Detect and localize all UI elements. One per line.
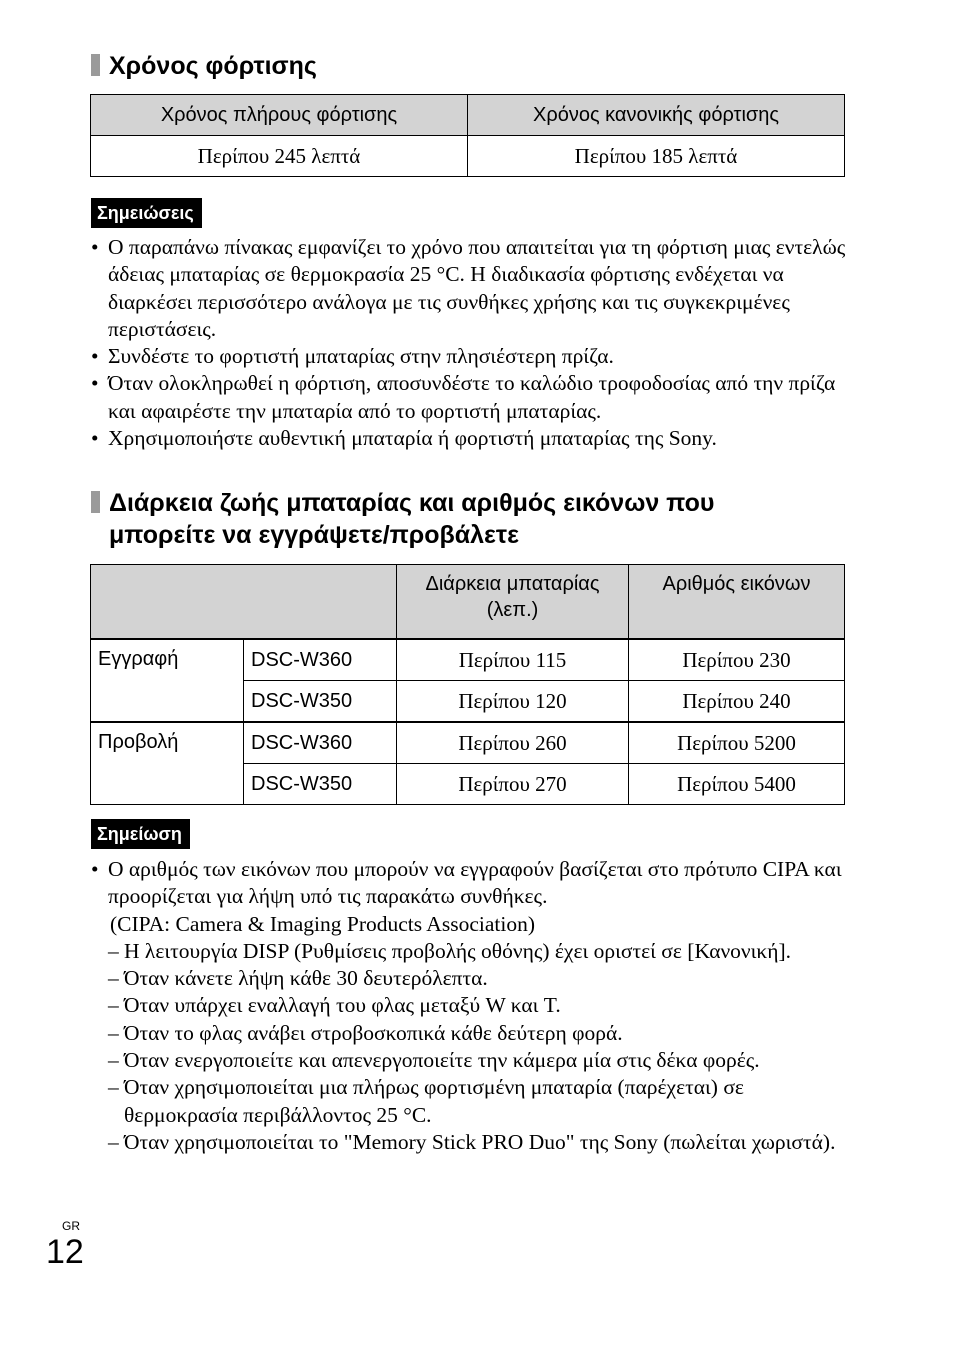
condition-item: – Η λειτουργία DISP (Ρυθμίσεις προβολής οθόνης) έχει οριστεί σε [Κανονική]. [91,938,851,965]
condition-item: – Όταν υπάρχει εναλλαγή του φλας μεταξύ W και T. [91,992,851,1019]
dash-icon: – [108,993,119,1018]
table-row [91,136,845,177]
page-number: 12 [46,1233,84,1271]
condition-item: – Όταν το φλας ανάβει στροβοσκοπικά κάθε δεύτερη φορά. [91,1020,851,1047]
duration-cell: Περίπου 260 [397,722,629,764]
table-header-row [91,95,845,136]
section-heading-charging-time: Χρόνος φόρτισης [91,50,317,82]
note-label: Σημείωση [91,819,190,849]
mode-recording: Εγγραφή [91,639,244,722]
table-header-normal-charge: Χρόνος κανονικής φόρτισης [468,95,845,136]
images-cell: Περίπου 230 [629,639,845,681]
cipa-notes [91,856,851,1156]
dash-icon: – [108,966,119,991]
table-row [91,722,845,764]
bullet-icon: • [91,344,99,369]
dash-icon: – [108,938,119,963]
bullet-icon: • [91,235,99,259]
table-header-full-charge: Χρόνος πλήρους φόρτισης [91,95,468,136]
condition-item: – Όταν ενεργοποιείτε και απενεργοποιείτε την κάμερα μία στις δέκα φορές. [91,1047,851,1074]
list-item: • Συνδέστε το φορτιστή μπαταρίας στην πλησιέστερη πρίζα. [91,343,851,370]
notes-list [91,234,851,452]
duration-cell: Περίπου 115 [397,639,629,681]
table-header-empty [91,565,397,640]
bullet-icon: • [91,371,99,396]
dash-icon: – [108,1075,119,1100]
images-cell: Περίπου 5400 [629,764,845,805]
battery-life-table [90,564,845,805]
dash-icon: – [108,1129,119,1154]
condition-item: – Όταν χρησιμοποιείται μια πλήρως φορτισμένη μπαταρία (παρέχεται) σε θερμοκρασία περιβάλλοντος 25 °C. [108,1075,744,1127]
condition-item: – Όταν κάνετε λήψη κάθε 30 δευτερόλεπτα. [91,965,851,992]
dash-icon: – [108,1020,119,1045]
heading-marker-icon [91,491,100,513]
table-header-image-count: Αριθμός εικόνων [629,565,845,640]
condition-item: – Όταν χρησιμοποιείται το "Memory Stick PRO Duo" της Sony (πωλείται χωριστά). [91,1129,851,1156]
list-item: • Ο παραπάνω πίνακας εμφανίζει το χρόνο που απαιτείται για τη φόρτιση μιας εντελώς άδειας μπαταρίας σε θερμοκρασία 25 °C. Η διαδικασία φόρτισης ενδέχεται να διαρκέσει περισσότερο ανάλογα με τις συνθήκες χρήσης και τις συγκεκριμένες περιστάσεις. [91,235,846,341]
duration-cell: Περίπου 120 [397,681,629,723]
model-cell: DSC-W360 [244,722,397,764]
full-charge-time: Περίπου 245 λεπτά [91,136,468,177]
model-cell: DSC-W360 [244,639,397,681]
page-language-code: GR [62,1219,80,1233]
charging-time-table [90,94,845,177]
bullet-icon: • [91,857,99,881]
table-header-battery-duration: Διάρκεια μπαταρίας (λεπ.) [397,565,629,640]
duration-cell: Περίπου 270 [397,764,629,805]
mode-playback: Προβολή [91,722,244,805]
list-item: • Όταν ολοκληρωθεί η φόρτιση, αποσυνδέστε το καλώδιο τροφοδοσίας από την πρίζα και αφαιρέστε την μπαταρία από το φορτιστή μπαταρίας. [91,371,836,423]
cipa-definition: (CIPA: Camera & Imaging Products Association) [110,911,535,936]
notes-label: Σημειώσεις [91,198,202,228]
heading-marker-icon [91,54,100,76]
bullet-icon: • [91,426,99,451]
model-cell: DSC-W350 [244,681,397,723]
table-header-row [91,565,845,640]
normal-charge-time: Περίπου 185 λεπτά [468,136,845,177]
model-cell: DSC-W350 [244,764,397,805]
images-cell: Περίπου 240 [629,681,845,723]
section-heading-battery-life: Διάρκεια ζωής μπαταρίας και αριθμός εικόνων που μπορείτε να εγγράψετε/προβάλετε [91,487,714,551]
images-cell: Περίπου 5200 [629,722,845,764]
table-row [91,639,845,681]
dash-icon: – [108,1048,119,1073]
list-item: • Ο αριθμός των εικόνων που μπορούν να εγγραφούν βασίζεται στο πρότυπο CIPA και προορίζεται για λήψη υπό τις παρακάτω συνθήκες. (CIPA: Camera & Imaging Products Association) [91,856,851,938]
list-item: • Χρησιμοποιήστε αυθεντική μπαταρία ή φορτιστή μπαταρίας της Sony. [91,425,851,452]
